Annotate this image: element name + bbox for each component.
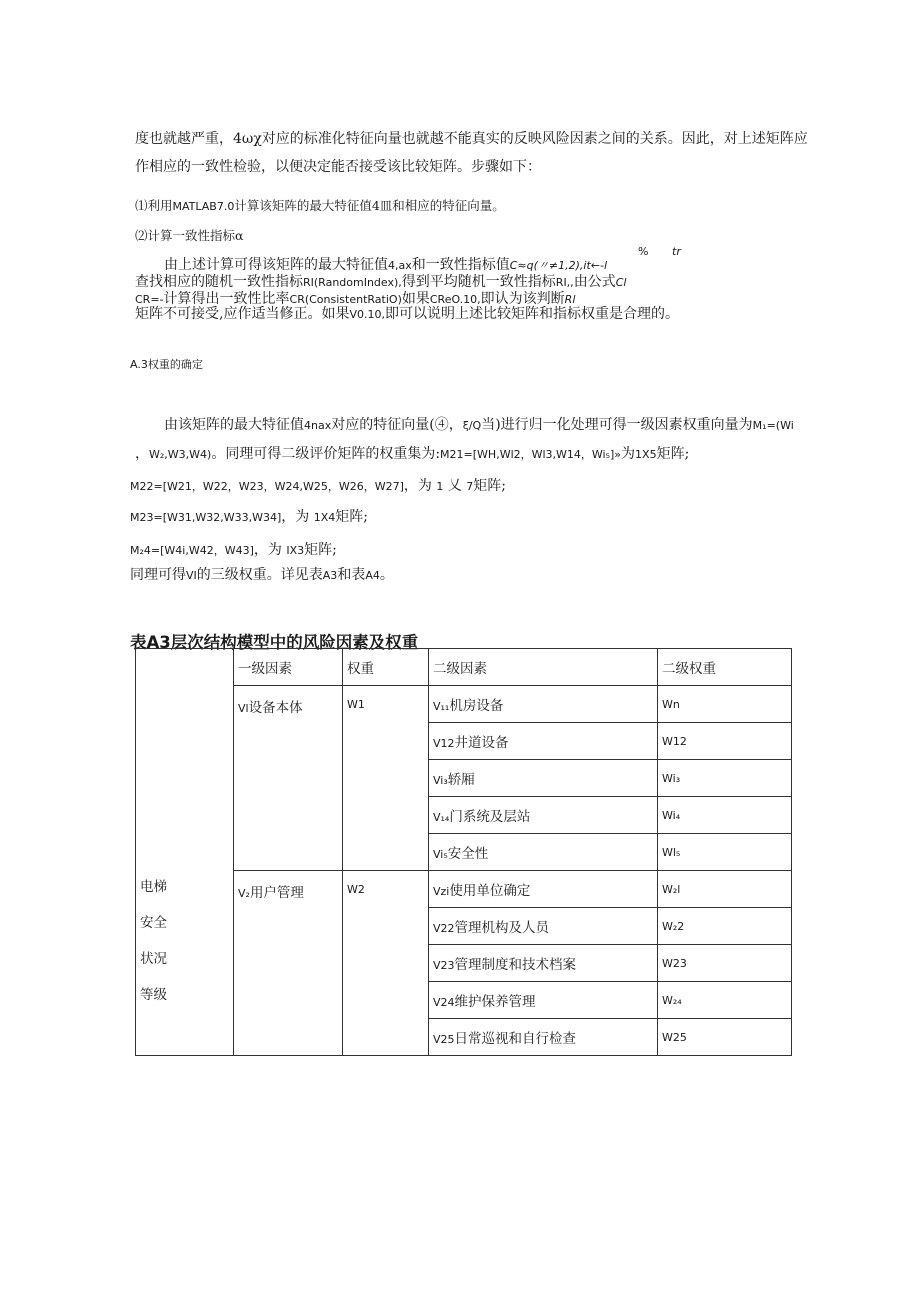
level2-code: Vi₃ xyxy=(433,774,448,787)
level2-code: V25 xyxy=(433,1033,455,1046)
level1-weight: W1 xyxy=(347,698,365,711)
p3-l1-f: M₁=(Wi xyxy=(752,419,794,432)
table-header-row xyxy=(136,649,792,686)
p2-l4-a: 矩阵不可接受,应作适当修正。如果 xyxy=(135,306,350,322)
level2-weight-cell xyxy=(658,760,792,797)
p3-l2-b: W₂,W3,W4) xyxy=(149,448,212,461)
p2-l3-e: CReO.10, xyxy=(429,293,481,306)
step-2-alpha: α xyxy=(235,228,244,243)
p2-l4-c: 即可以说明上述比较矩阵和指标权重是合理的。 xyxy=(384,306,679,322)
paragraph-3-line-1 xyxy=(164,416,794,435)
m22-a: M22=[W21，W22，W23，W24,W25，W26，W27] xyxy=(130,480,404,493)
level2-weight-cell xyxy=(658,723,792,760)
header-level1: 一级因素 xyxy=(234,649,343,686)
p2-l3-d: 如果 xyxy=(401,291,430,307)
level2-name: 维护保养管理 xyxy=(454,994,536,1010)
level2-weight: W₂l xyxy=(662,883,681,896)
level1-factor-cell xyxy=(234,871,343,1056)
root-label-3: 状况 xyxy=(140,951,167,967)
fragment-percent: % xyxy=(638,245,649,258)
risk-factor-table xyxy=(135,648,792,1056)
level2-weight-cell xyxy=(658,686,792,723)
root-label-1: 电梯 xyxy=(140,879,167,895)
level2-weight: W12 xyxy=(662,735,687,748)
level2-code: Vzi xyxy=(433,885,450,898)
level2-name: 机房设备 xyxy=(449,698,504,714)
level2-weight: W₂2 xyxy=(662,920,685,933)
level2-name: 安全性 xyxy=(447,846,489,862)
level2-weight-cell xyxy=(658,834,792,871)
level2-factor-cell xyxy=(429,871,658,908)
level2-weight: W25 xyxy=(662,1031,687,1044)
p3-l2-c: 。同理可得二级评价矩阵的权重集为: xyxy=(211,446,441,462)
p3-l2-e: 为 xyxy=(621,446,636,462)
m24-d: 矩阵; xyxy=(304,542,337,558)
level2-name: 井道设备 xyxy=(454,735,509,751)
p2-l2-c: 得到平均随机一致性指标 xyxy=(401,274,556,290)
p3-l2-a: ， xyxy=(135,446,149,462)
level2-weight-cell xyxy=(658,1019,792,1056)
p2-l1-b: 4,ax xyxy=(388,259,412,272)
last-c: 的三级权重。详见表 xyxy=(196,567,323,583)
paragraph-1-line-2: 作相应的一致性检验，以便决定能否接受该比较矩阵。步骤如下： xyxy=(135,159,541,175)
matrix-m22 xyxy=(130,477,506,496)
level2-factor-cell xyxy=(429,982,658,1019)
level2-factor-cell xyxy=(429,760,658,797)
level2-code: V23 xyxy=(433,959,455,972)
table-row xyxy=(136,686,792,723)
table-caption: 表A3层次结构模型中的风险因素及权重 xyxy=(130,633,419,652)
root-label-2: 安全 xyxy=(140,915,167,931)
level1-weight-cell xyxy=(343,686,429,871)
level2-weight-cell xyxy=(658,908,792,945)
p2-l2-d: RI,, xyxy=(555,276,574,289)
p2-l1-a: 由上述计算可得该矩阵的最大特征值 xyxy=(164,257,388,273)
m24-a: M₂4=[W4i,W42，W43] xyxy=(130,544,254,557)
p3-l2-d: M21=[WH,Wl2，Wl3,W14，Wi₅]» xyxy=(440,448,622,461)
p3-l1-d: ξ/Q xyxy=(462,419,482,432)
last-b: VI xyxy=(186,569,197,582)
level2-name: 日常巡视和自行检查 xyxy=(454,1031,577,1047)
p3-l1-a: 由该矩阵的最大特征值 xyxy=(164,417,304,433)
p3-l1-e: 当)进行归一化处理可得一级因素权重向量为 xyxy=(481,417,753,433)
p2-l3-c: CR(ConsistentRatiO) xyxy=(289,293,402,306)
p2-l2-a: 查找相应的随机一致性指标 xyxy=(135,274,303,290)
level2-name: 轿厢 xyxy=(447,772,475,788)
level1-factor-cell xyxy=(234,686,343,871)
level2-factor-cell xyxy=(429,797,658,834)
level2-weight: W₂₄ xyxy=(662,994,682,1007)
level2-factor-cell xyxy=(429,686,658,723)
root-label-4: 等级 xyxy=(140,987,167,1003)
m23-c: 1X4 xyxy=(313,511,336,524)
p2-l2-f: Cl xyxy=(615,276,627,289)
level2-factor-cell xyxy=(429,908,658,945)
p2-l1-c: 和一致性指标值 xyxy=(411,257,510,273)
level2-code: V24 xyxy=(433,996,455,1009)
level2-weight: Wl₅ xyxy=(662,846,681,859)
paragraph-2-line-4 xyxy=(135,305,679,324)
p3-l2-f: 1X5 xyxy=(635,448,657,461)
matrix-m23 xyxy=(130,508,368,527)
p3-l1-b: 4nax xyxy=(304,419,332,432)
level2-code: V12 xyxy=(433,737,455,750)
section-heading-text: A.3权重的确定 xyxy=(130,358,203,371)
level2-name: 管理制度和技术档案 xyxy=(454,957,577,973)
level2-name: 门系统及层站 xyxy=(449,809,531,825)
level2-weight-cell xyxy=(658,797,792,834)
paragraph-1-line-1: 度也就越严重，4ωχ对应的标准化特征向量也就越不能真实的反映风险因素之间的关系。因此，对上述矩阵应 xyxy=(135,131,808,147)
last-a: 同理可得 xyxy=(130,567,186,583)
level1-weight: W2 xyxy=(347,883,365,896)
level1-code: Vl xyxy=(238,702,249,715)
level2-name: 使用单位确定 xyxy=(449,883,531,899)
closing-line xyxy=(130,566,394,585)
m22-f: 矩阵; xyxy=(473,478,506,494)
p2-l1-d: C≈q(〃≠1,2),it←-l xyxy=(509,259,608,272)
level2-code: Vi₅ xyxy=(433,848,448,861)
step-2-text: ⑵计算一致性指标 xyxy=(135,228,236,243)
m24-b: ，为 xyxy=(253,542,282,558)
level2-code: V22 xyxy=(433,922,455,935)
level1-weight-cell xyxy=(343,871,429,1056)
table-row xyxy=(136,871,792,908)
p2-l3-b: 计算得出一致性比率 xyxy=(163,291,290,307)
m22-c: 1 xyxy=(436,480,444,493)
last-d: A3 xyxy=(322,569,338,582)
step-1-text: 计算该矩阵的最大特征值4皿和相应的特征向量。 xyxy=(234,198,505,213)
p2-l3-a: CR=- xyxy=(135,293,164,306)
level1-name: 用户管理 xyxy=(249,885,304,901)
level2-factor-cell xyxy=(429,945,658,982)
level2-weight-cell xyxy=(658,945,792,982)
p3-l1-c: 对应的特征向量(④， xyxy=(331,417,463,433)
last-g: 。 xyxy=(379,567,394,583)
header-level2: 二级因素 xyxy=(429,649,658,686)
header-weight: 权重 xyxy=(343,649,429,686)
root-cell xyxy=(136,649,234,1056)
m22-d: 乂 xyxy=(447,478,462,494)
m24-c: IX3 xyxy=(286,544,305,557)
matrix-m24 xyxy=(130,541,337,560)
p2-l2-e: 由公式 xyxy=(573,274,616,290)
level2-weight: W23 xyxy=(662,957,687,970)
last-e: 和表 xyxy=(337,567,366,583)
p2-l3-g: Rl xyxy=(564,293,576,306)
level1-name: 设备本体 xyxy=(248,700,303,716)
last-f: A4 xyxy=(365,569,380,582)
level2-code: V₁₁ xyxy=(433,700,450,713)
section-heading xyxy=(130,355,203,374)
p3-l2-g: 矩阵; xyxy=(656,446,690,462)
step-1 xyxy=(135,197,505,216)
p2-l3-f: 即认为该判断 xyxy=(480,291,565,307)
level1-code: V₂ xyxy=(238,887,250,900)
level2-name: 管理机构及人员 xyxy=(454,920,550,936)
level2-weight: Wi₃ xyxy=(662,772,681,785)
p2-l2-b: RI(RandomIndex), xyxy=(303,276,402,289)
level2-weight: Wi₄ xyxy=(662,809,681,822)
level2-weight-cell xyxy=(658,871,792,908)
step-1-code: MATLAB7.0 xyxy=(172,200,235,213)
p2-l4-b: V0.10, xyxy=(349,308,385,321)
header-level2-weight: 二级权重 xyxy=(658,649,792,686)
level2-weight: Wn xyxy=(662,698,680,711)
m23-b: ，为 xyxy=(281,509,310,525)
m23-d: 矩阵; xyxy=(335,509,368,525)
fragment-tr: tr xyxy=(672,245,681,258)
level2-code: V₁₄ xyxy=(433,811,450,824)
level2-factor-cell xyxy=(429,723,658,760)
level2-weight-cell xyxy=(658,982,792,1019)
m22-e: 7 xyxy=(466,480,474,493)
level2-factor-cell xyxy=(429,1019,658,1056)
step-1-number: ⑴利用 xyxy=(135,198,173,213)
step-2 xyxy=(135,227,243,245)
level2-factor-cell xyxy=(429,834,658,871)
m22-b: ，为 xyxy=(403,478,432,494)
paragraph-3-line-2 xyxy=(135,445,689,464)
m23-a: M23=[W31,W32,W33,W34] xyxy=(130,511,282,524)
